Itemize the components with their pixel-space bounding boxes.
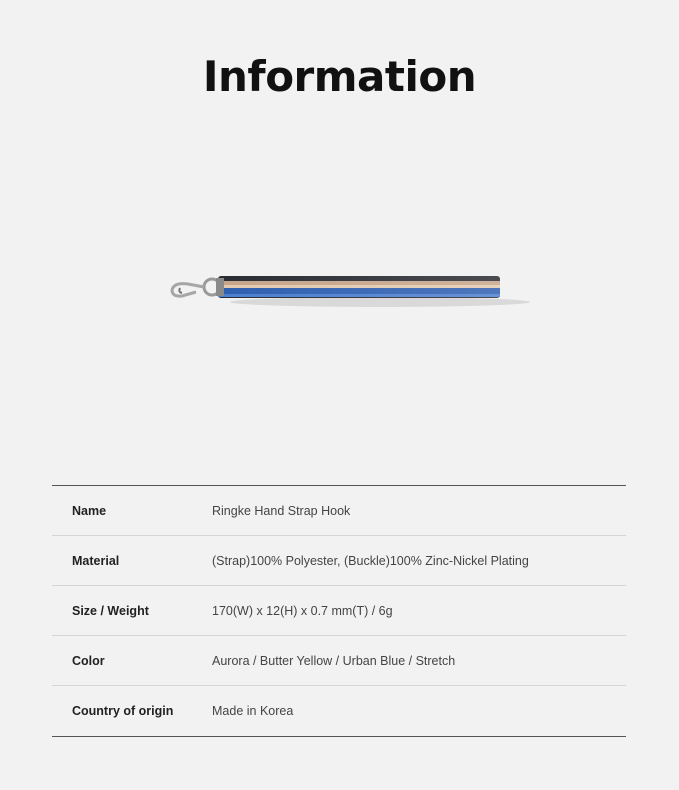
spec-row-color (52, 636, 626, 686)
hand-strap-hook-image (160, 262, 530, 322)
spec-row-material (52, 536, 626, 586)
spec-value: (Strap)100% Polyester, (Buckle)100% Zinc-Nickel Plating (212, 553, 529, 568)
spec-table (52, 485, 626, 737)
spec-value: Ringke Hand Strap Hook (212, 503, 351, 518)
spec-label: Color (72, 653, 105, 668)
spec-label: Country of origin (72, 704, 174, 718)
spec-value: Aurora / Butter Yellow / Urban Blue / Stretch (212, 653, 456, 668)
spec-label: Size / Weight (72, 603, 149, 618)
strap-icon (218, 276, 500, 298)
hook-icon (172, 279, 220, 296)
spec-row-name (52, 486, 626, 536)
page-title: Information (202, 52, 477, 101)
spec-row-size-weight (52, 586, 626, 636)
spec-label: Name (72, 503, 107, 518)
spec-value: Made in Korea (212, 704, 294, 718)
spec-value: 170(W) x 12(H) x 0.7 mm(T) / 6g (212, 603, 393, 618)
spec-row-country-of-origin (52, 686, 626, 736)
spec-label: Material (72, 553, 120, 568)
